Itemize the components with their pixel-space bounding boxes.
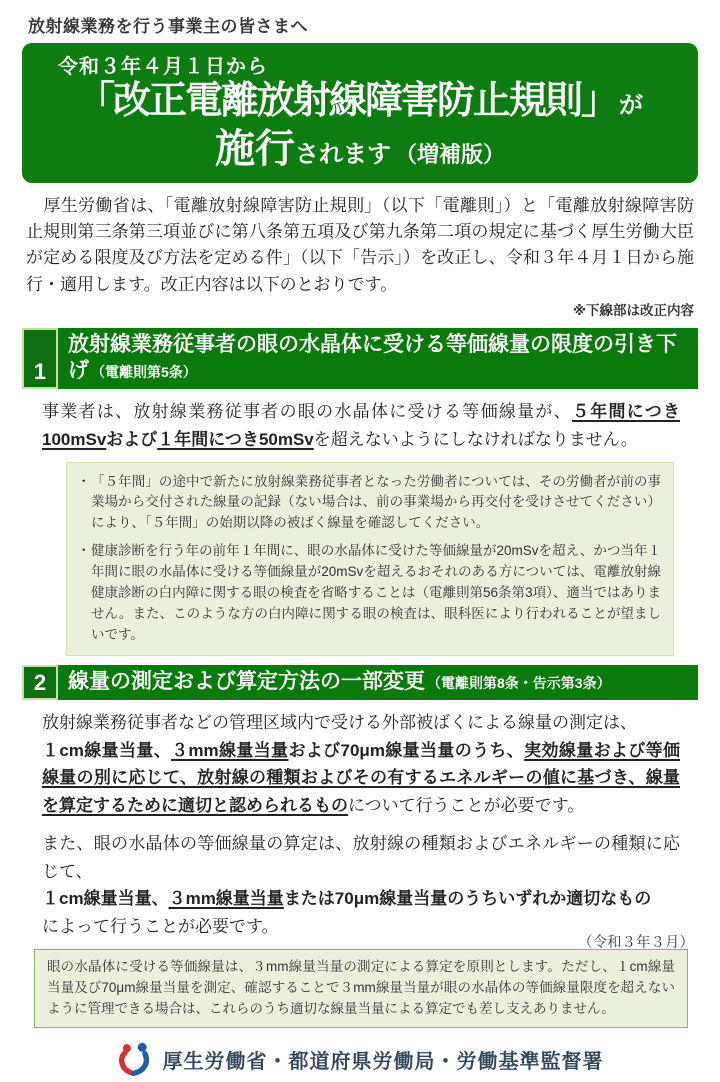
footer xyxy=(22,1041,698,1077)
bullet-item xyxy=(77,541,661,646)
banner-date: 令和３年４月１日から xyxy=(58,56,268,78)
s1-run: 事業者は、放射線業務従事者の眼の水晶体に受ける等価線量が、 xyxy=(42,402,572,422)
section-2-number-badge: 2 xyxy=(22,665,58,700)
s2-run: について行うことが必要です。 xyxy=(348,795,585,815)
footer-org-names: 厚生労働省・都道府県労働局・労働基準監督署 xyxy=(162,1050,604,1073)
bullet-text: 「５年間」の途中で新たに放射線業務従事者となった労働者については、その労働者が前の事業場から交付された線量の記録（ない場合は、前の事業場から再交付を受けさせてください）により、「５年間」の始期以降の被ばく線量を確認してください。 xyxy=(91,473,661,531)
s2-run: また、眼の水晶体の等価線量の算定は、放射線の種類およびエネルギーの種類に応じて、 xyxy=(42,834,680,881)
section-2-title-ref: （電離則第8条・告示第3条） xyxy=(427,674,611,691)
banner-subtitle xyxy=(34,127,686,171)
bullet-text: 健康診断を行う年の前年１年間に、眼の水晶体に受けた等価線量が20mSvを超え、かつ当年１年間に眼の水晶体に受ける等価線量が20mSvを超えるおそれのある方については、電離放射線健康診断の白内障に関する眼の検査を省略することは（電離則第56条第3項）、適当ではありません。また、このような方の白内障に関する眼の検査は、眼科医により行われることが望ましいです。 xyxy=(91,543,661,642)
section-1-title xyxy=(58,328,698,390)
banner-sub-rest: されます xyxy=(294,140,391,168)
section-1-number-badge: 1 xyxy=(22,328,58,390)
section-1-title-text: 放射線業務従事者の眼の水晶体に受ける等価線量の限度の引き下げ xyxy=(68,332,677,383)
s2-underlined-3mm: ３mm線量当量 xyxy=(168,889,284,909)
bullet-marker: ・ xyxy=(77,473,91,489)
s2-run-bold: および70μm線量当量のうち、 xyxy=(288,740,525,760)
main-banner xyxy=(22,43,698,183)
banner-title xyxy=(34,79,686,125)
s2-run-bold: １cm線量当量、 xyxy=(42,889,169,909)
banner-title-particle: が xyxy=(619,92,643,119)
s1-underlined-limit-1y: １年間につき50mSv xyxy=(157,430,314,449)
highlight-box-2: 眼の水晶体に受ける等価線量は、３mm線量当量の測定による算定を原則とします。ただし、１cm線量当量及び70μm線量当量を測定、確認することで３mm線量当量が眼の水晶体の等価線量限度を超えないように管理できる場合は、これらのうち適切な線量当量による算定でも差し支えありません。 xyxy=(34,949,688,1028)
bullet-item xyxy=(77,472,661,535)
section-2-paragraph-2 xyxy=(42,830,680,940)
section-2-title xyxy=(58,665,621,700)
s2-run: 放射線業務従事者などの管理区域内で受ける外部被ばくによる線量の測定は、 xyxy=(42,713,637,733)
bullet-marker: ・ xyxy=(77,543,91,559)
s1-underlined-limit-5y: ５年間につき100mSv xyxy=(42,402,681,449)
section-1-title-ref: （電離則第5条） xyxy=(91,364,197,381)
section-2-title-text: 線量の測定および算定方法の一部変更 xyxy=(68,669,425,693)
mhlw-logo-icon xyxy=(117,1041,153,1077)
highlight-box-1 xyxy=(66,462,674,656)
banner-title-main: 「改正電離放射線障害防止規則」 xyxy=(76,80,617,122)
section-2-paragraph-1 xyxy=(42,709,680,819)
s2-run: によって行うことが必要です。 xyxy=(42,916,279,936)
intro-paragraph: 厚生労働省は、「電離放射線障害防止規則」（以下「電離則」）と「電離放射線障害防止規則第三条第三項並びに第八条第五項及び第九条第二項の規定に基づく厚生労働大臣が定める限度及び方法を定める件」（以下「告示」）を改正し、令和３年４月１日から施行・適用します。改正内容は以下のとおりです。 xyxy=(26,195,694,294)
s2-underlined-method: 実効線量および等価線量の別に応じて、放射線の種類およびその有するエネルギーの値に基づき、線量を算定するために適切と認められるもの xyxy=(42,740,680,815)
s2-run-bold: または70μm線量当量のうちいずれか適切なもの xyxy=(283,889,652,909)
s1-run: を超えないようにしなければなりません。 xyxy=(313,430,638,449)
issue-date: （令和３年３月） xyxy=(578,935,694,951)
banner-sub-note: （増補版） xyxy=(394,141,505,167)
section-1-body xyxy=(42,398,680,453)
audience-label: 放射線業務を行う事業主の皆さまへ xyxy=(28,17,308,36)
banner-sub-big: 施行 xyxy=(214,126,295,171)
s2-underlined-3mm: ３mm線量当量 xyxy=(171,740,289,760)
section-2-header xyxy=(22,665,698,700)
s2-run-bold: １cm線量当量、 xyxy=(42,740,172,760)
section-1-header xyxy=(22,328,698,390)
revision-note: ※下線部は改正内容 xyxy=(572,302,694,318)
s1-run: および xyxy=(106,430,158,449)
